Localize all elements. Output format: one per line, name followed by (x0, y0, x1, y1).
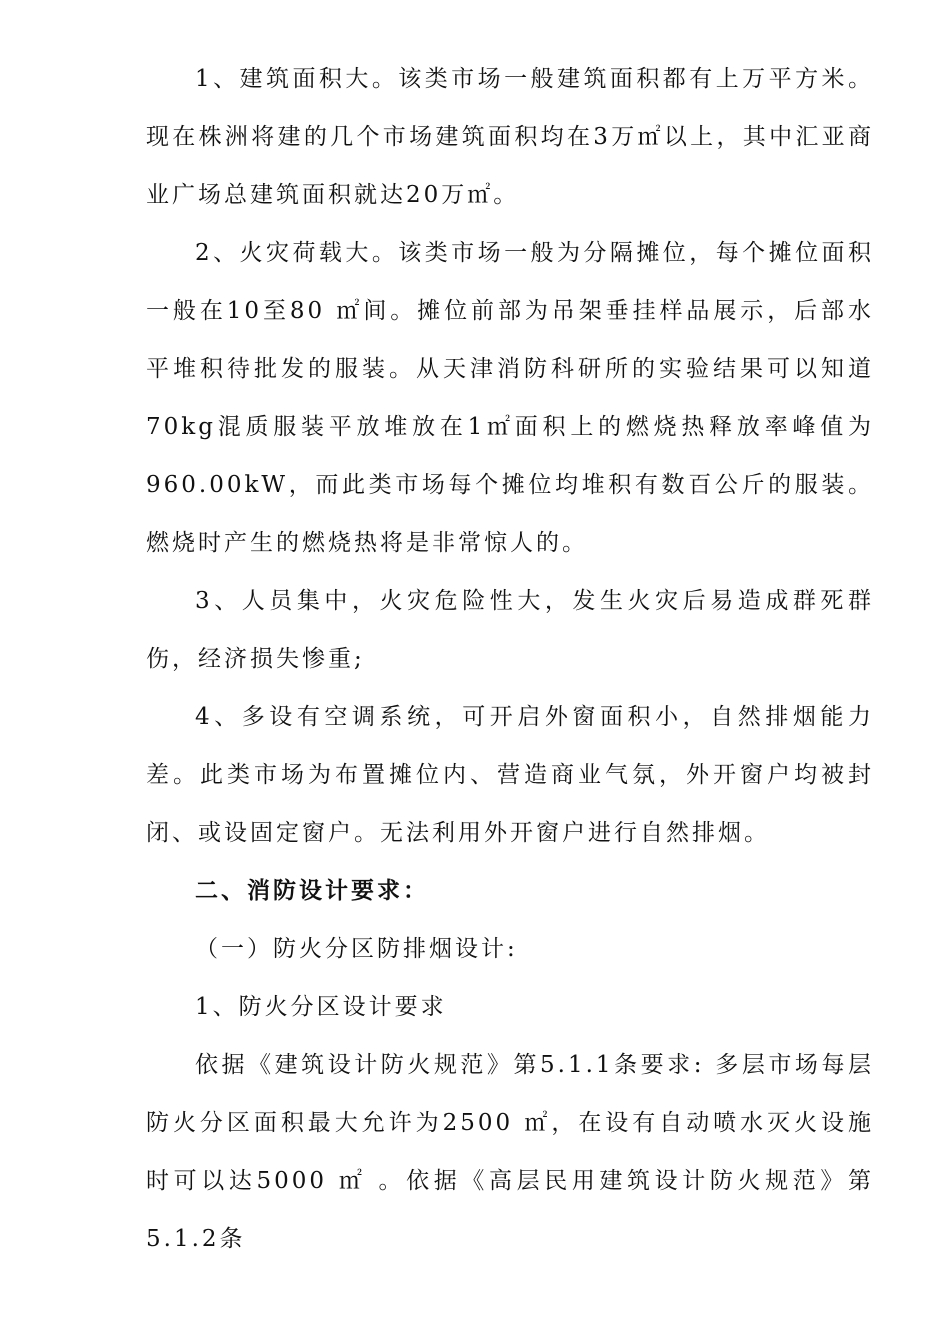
subheading-fire-compartment: （一）防火分区防排烟设计: (195, 936, 518, 962)
document-body (146, 50, 874, 1268)
paragraph-building-area: 1、建筑面积大。该类市场一般建筑面积都有上万平方米。现在株洲将建的几个市场建筑面积均在3万㎡以上，其中汇亚商业广场总建筑面积就达20万㎡。 (146, 66, 874, 208)
paragraph-fire-load: 2、火灾荷载大。该类市场一般为分隔摊位，每个摊位面积一般在10至80 ㎡间。摊位前部为吊架垂挂样品展示，后部水平堆积待批发的服装。从天津消防科研所的实验结果可以知道70kg混质服装平放堆放在1㎡面积上的燃烧热释放率峰值为960.00kW，而此类市场每个摊位均堆积有数百公斤的服装。燃烧时产生的燃烧热将是非常惊人的。 (146, 240, 874, 556)
paragraph-code-reference: 依据《建筑设计防火规范》第5.1.1条要求: 多层市场每层防火分区面积最大允许为2500 ㎡，在设有自动喷水灭火设施时可以达5000 ㎡ 。依据《高层民用建筑设计防火规范》第5.1.2条 (146, 1052, 874, 1252)
paragraph-crowd-risk: 3、人员集中，火灾危险性大，发生火灾后易造成群死群伤，经济损失惨重; (146, 588, 874, 672)
paragraph-smoke-exhaust: 4、多设有空调系统，可开启外窗面积小，自然排烟能力差。此类市场为布置摊位内、营造商业气氛，外开窗户均被封闭、或设固定窗户。无法利用外开窗户进行自然排烟。 (146, 704, 874, 846)
section-heading-fire-design: 二、消防设计要求： (195, 878, 429, 904)
subheading-compartment-requirements: 1、防火分区设计要求 (195, 994, 447, 1020)
